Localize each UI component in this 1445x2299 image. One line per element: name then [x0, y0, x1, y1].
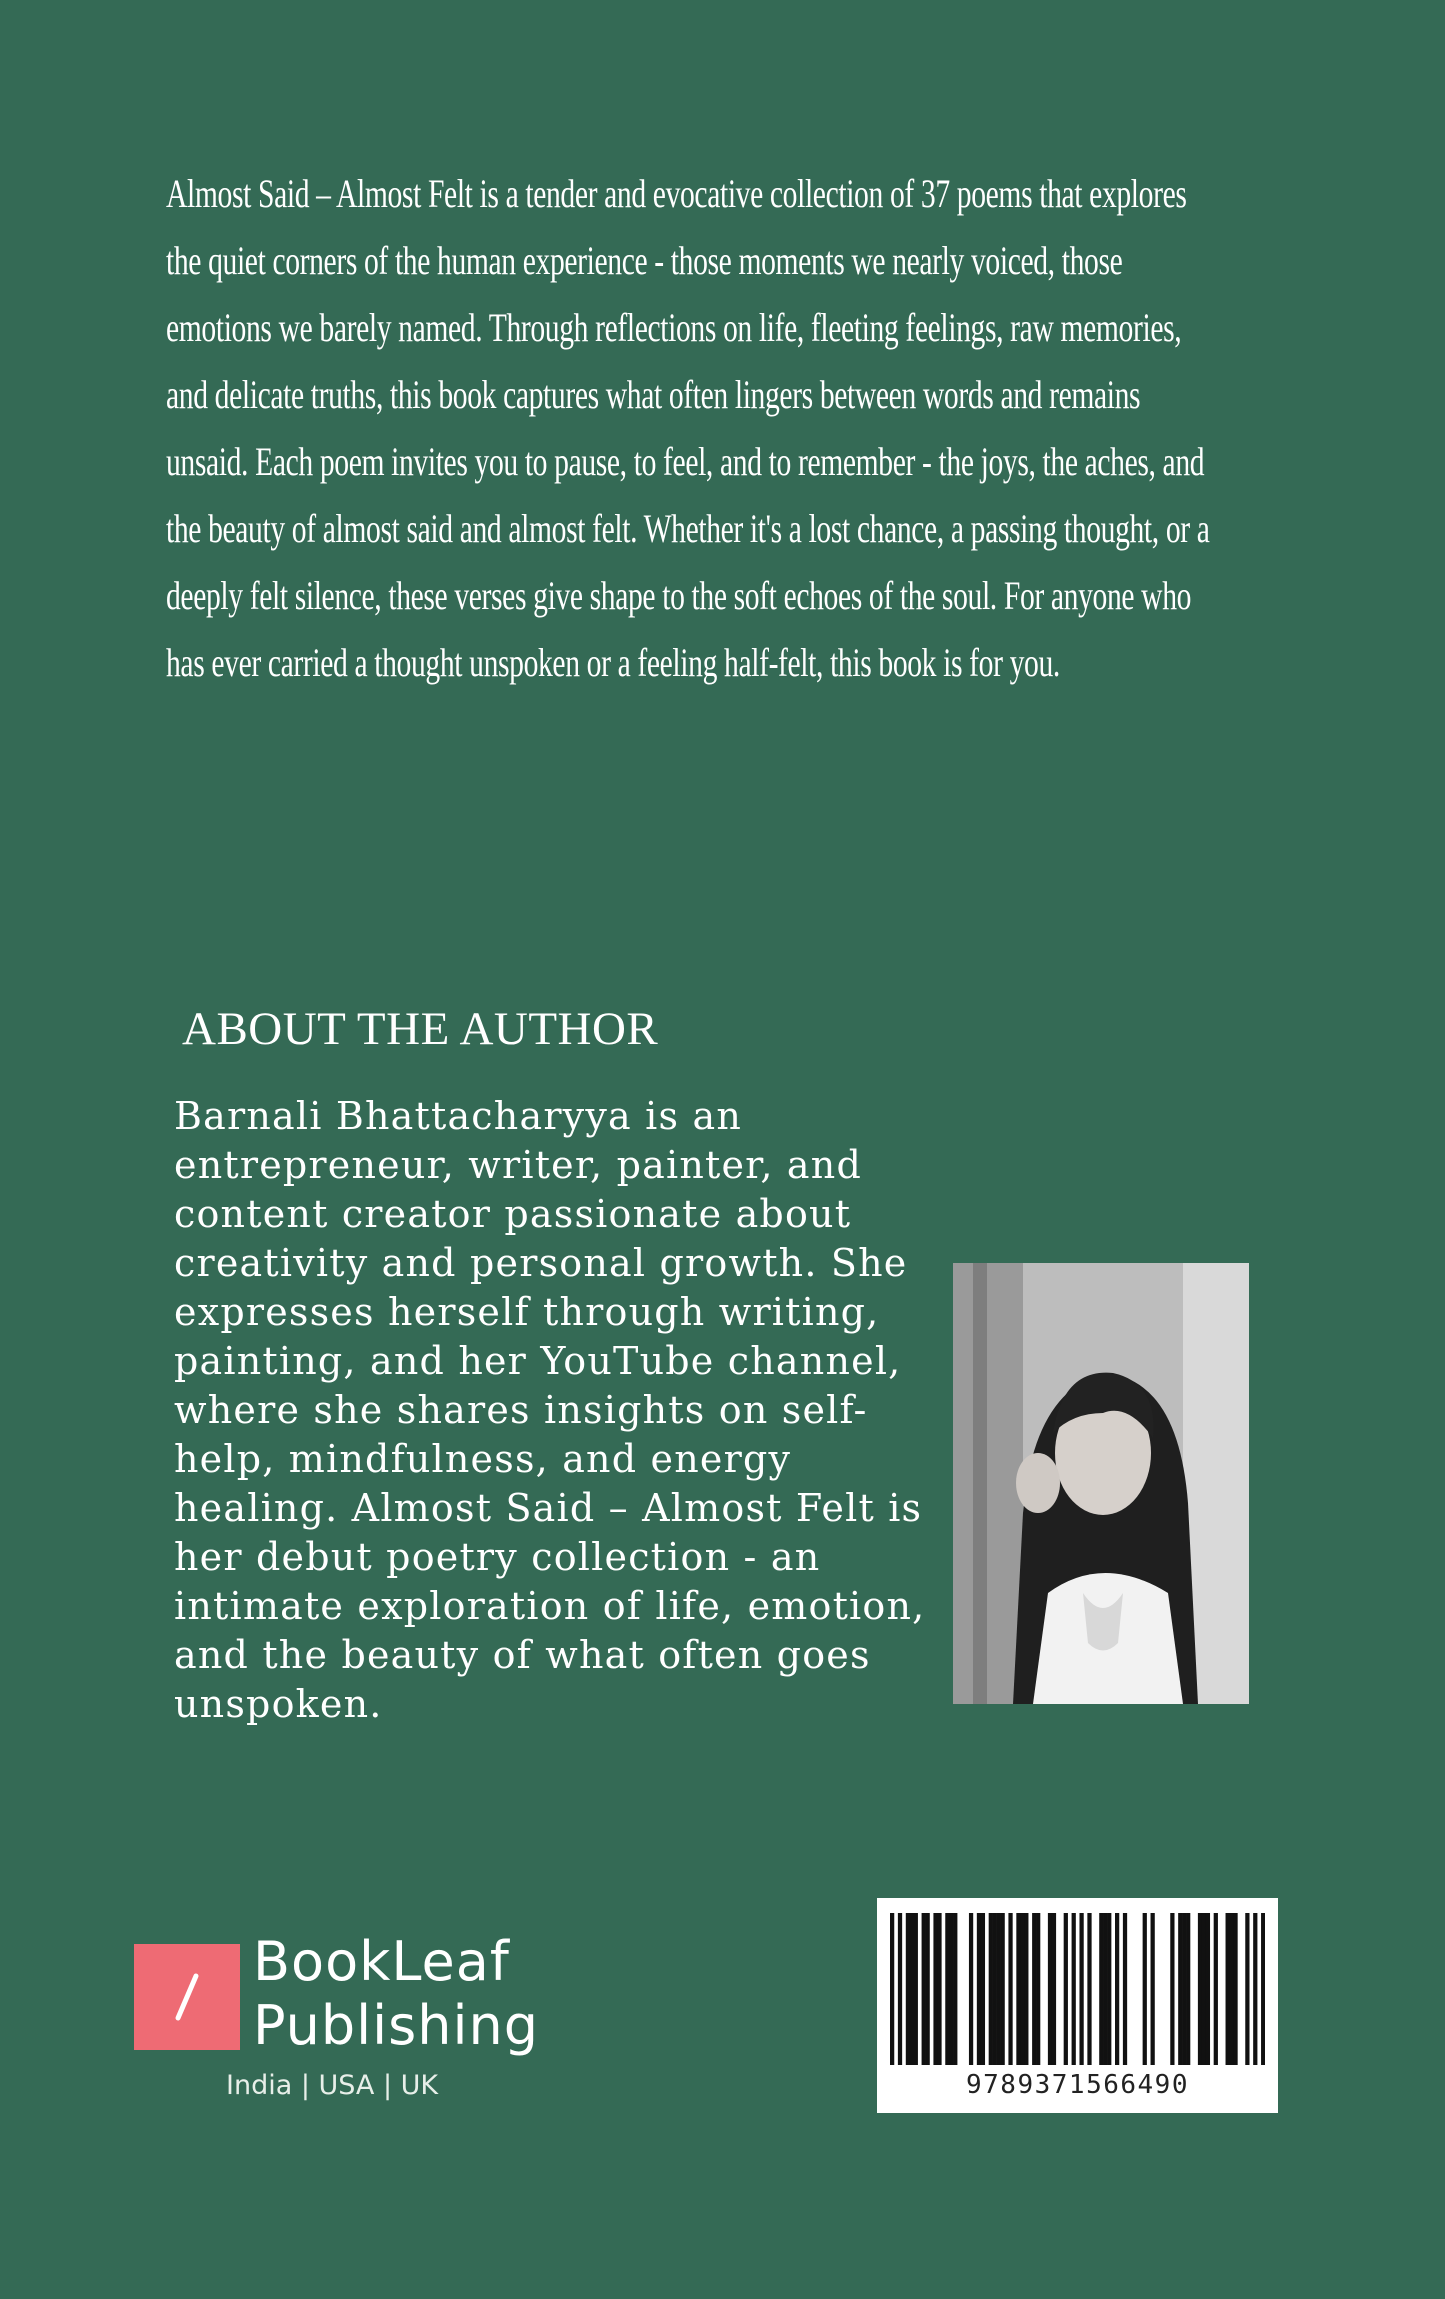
- barcode-bar: [1079, 1913, 1083, 2065]
- about-author-heading: ABOUT THE AUTHOR: [182, 1003, 659, 1055]
- barcode-bar: [945, 1913, 949, 2065]
- barcode-bar: [989, 1913, 993, 2065]
- barcode-bar: [1036, 1913, 1040, 2065]
- barcode-bar: [1032, 1913, 1036, 2065]
- author-bio: Barnali Bhattacharyya is an entrepreneur, writer, painter, and content creator passionate about creativity and personal growth. She expresses herself through writing, painting, and her YouTube channel, where she shares insights on self-help, mindfulness, and energy healing. Almost Said – Almost Felt is her debut poetry collection - an intimate exploration of life, emotion, and the beauty of what often goes unspoken.: [174, 1094, 926, 1726]
- barcode-bar: [933, 1913, 937, 2065]
- barcode-bar: [1186, 1913, 1190, 2065]
- barcode-bar: [1206, 1913, 1210, 2065]
- barcode-bar: [1020, 1913, 1024, 2065]
- barcode-bar: [898, 1913, 902, 2065]
- barcode-bar: [1226, 1913, 1230, 2065]
- barcode-bar: [1151, 1913, 1155, 2065]
- barcode-bar: [977, 1913, 981, 2065]
- barcode-bar: [993, 1913, 997, 2065]
- barcode-bar: [1214, 1913, 1218, 2065]
- publisher-name: BookLeaf Publishing: [253, 1930, 539, 2057]
- barcode-bar: [914, 1913, 918, 2065]
- back-cover-blurb: Almost Said – Almost Felt is a tender and evocative collection of 37 poems that explores the quiet corners of the human experience - those moments we nearly voiced, those emotions we barely named. Through reflections on life, fleeting feelings, raw memories, and delicate truths, this book captures what often lingers between words and remains unsaid. Each poem invites you to pause, to feel, and to remember - the joys, the aches, and the beauty of almost said and almost felt. Whether it's a lost chance, a passing thought, or a deeply felt silence, these verses give shape to the soft echoes of the soul. For anyone who has ever carried a thought unspoken or a feeling half-felt, this book is for you.: [166, 171, 1210, 685]
- barcode-bar: [1198, 1913, 1202, 2065]
- barcode-bar: [1016, 1913, 1020, 2065]
- barcode-bar: [949, 1913, 953, 2065]
- barcode-bar: [937, 1913, 941, 2065]
- barcode-bar: [890, 1913, 894, 2065]
- barcode-bar: [926, 1913, 930, 2065]
- barcode-bar: [969, 1913, 973, 2065]
- barcode-bar: [1182, 1913, 1186, 2065]
- barcode-bar: [1261, 1913, 1265, 2065]
- barcode-bar: [1123, 1913, 1127, 2065]
- barcode-bar: [1107, 1913, 1111, 2065]
- barcode-bar: [1001, 1913, 1005, 2065]
- slash-icon: [134, 1944, 240, 2050]
- author-photo: [953, 1263, 1249, 1704]
- barcode-bar: [1170, 1913, 1174, 2065]
- barcode-bar: [1087, 1913, 1091, 2065]
- barcode-bar: [1008, 1913, 1012, 2065]
- barcode-bar: [1202, 1913, 1206, 2065]
- barcode-bar: [1229, 1913, 1233, 2065]
- barcode-bar: [1048, 1913, 1052, 2065]
- isbn-number: 9789371566490: [966, 2070, 1189, 2100]
- barcode-bar: [906, 1913, 910, 2065]
- publisher-regions: India | USA | UK: [226, 2070, 439, 2101]
- barcode-bar: [1103, 1913, 1107, 2065]
- barcode-bar: [997, 1913, 1001, 2065]
- barcode-bar: [1253, 1913, 1257, 2065]
- barcode-bar: [953, 1913, 957, 2065]
- barcode-bars: [890, 1913, 1265, 2065]
- barcode-bar: [1143, 1913, 1147, 2065]
- barcode-bar: [981, 1913, 985, 2065]
- barcode-bar: [1064, 1913, 1068, 2065]
- barcode-bar: [1072, 1913, 1076, 2065]
- barcode-bar: [1052, 1913, 1056, 2065]
- isbn-barcode: [877, 1898, 1278, 2113]
- publisher-logo-mark: [134, 1944, 240, 2050]
- barcode-bar: [1178, 1913, 1182, 2065]
- barcode-bar: [1099, 1913, 1103, 2065]
- barcode-bar: [1233, 1913, 1237, 2065]
- barcode-bar: [1115, 1913, 1119, 2065]
- barcode-bar: [1245, 1913, 1249, 2065]
- barcode-bar: [1024, 1913, 1028, 2065]
- barcode-bar: [922, 1913, 926, 2065]
- barcode-bar: [910, 1913, 914, 2065]
